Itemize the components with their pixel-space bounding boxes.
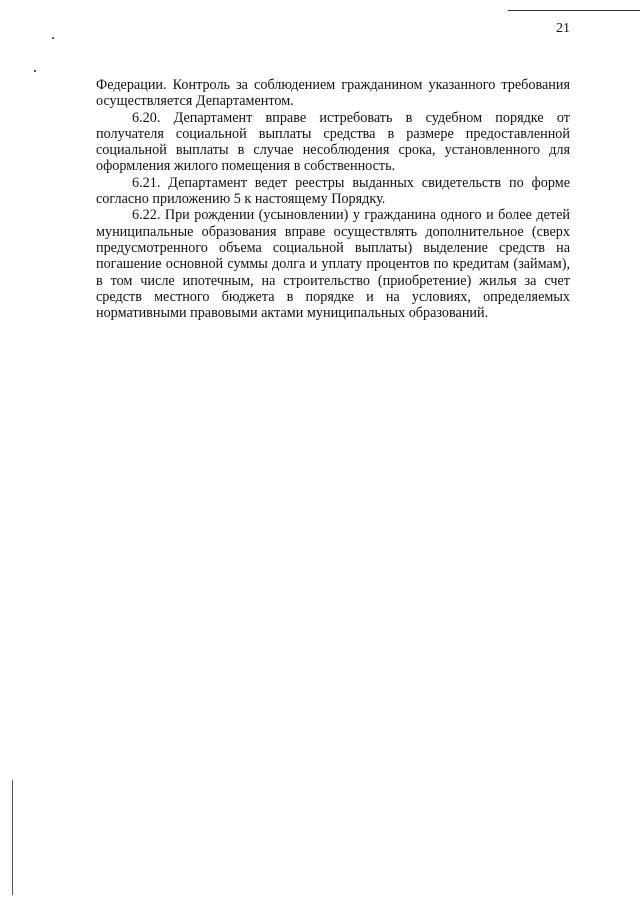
top-edge-rule [508, 10, 640, 11]
scan-speck [34, 70, 36, 72]
paragraph-6-22: 6.22. При рождении (усыновлении) у гражданина одного и более детей муниципальные образования вправе осуществлять дополнительное (сверх предусмотренного объема социальной выплаты) выделение средств на погашение основной суммы долга и уплату процентов по кредитам (займам), в том числе ипотечным, на строительство (приобретение) жилья за счет средств местного бюджета в порядке и на условиях, определяемых нормативными правовыми актами муниципальных образований. [96, 207, 570, 322]
scan-speck [52, 37, 54, 39]
paragraph-6-20: 6.20. Департамент вправе истребовать в судебном порядке от получателя социальной выплаты средства в размере предоставленной социальной выплаты в случае несоблюдения срока, установленного для оформления жилого помещения в собственность. [96, 109, 570, 175]
paragraph-continuation: Федерации. Контроль за соблюдением гражданином указанного требования осуществляется Департаментом. [96, 77, 570, 110]
document-body [96, 77, 570, 321]
paragraph-6-21: 6.21. Департамент ведет реестры выданных свидетельств по форме согласно приложению 5 к настоящему Порядку. [96, 174, 570, 208]
page-number: 21 [556, 21, 570, 36]
scan-edge-line [12, 780, 13, 895]
